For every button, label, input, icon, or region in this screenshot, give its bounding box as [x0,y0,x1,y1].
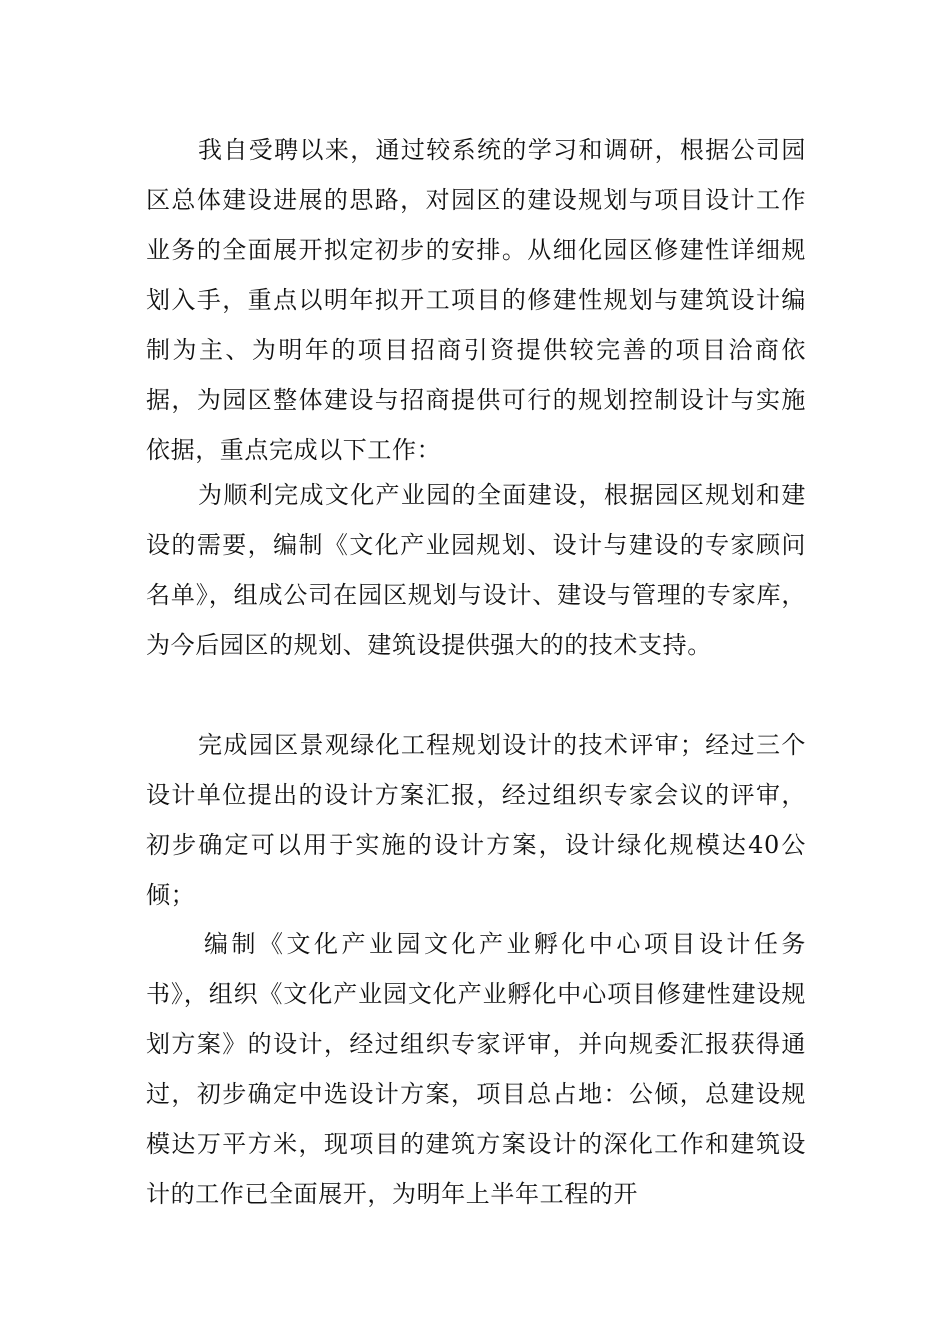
paragraph-2: 为顺利完成文化产业园的全面建设，根据园区规划和建设的需要，编制《文化产业园规划、设计与建设的专家顾问名单》，组成公司在园区规划与设计、建设与管理的专家库，为今后园区的规划、建筑设提供强大的的技术支持。 [146,481,806,659]
paragraph-3: 完成园区景观绿化工程规划设计的技术评审；经过三个设计单位提出的设计方案汇报，经过组织专家会议的评审，初步确定可以用于实施的设计方案，设计绿化规模达40公倾； [146,731,806,909]
paragraph-1: 我自受聘以来，通过较系统的学习和调研，根据公司园区总体建设进展的思路，对园区的建设规划与项目设计工作业务的全面展开拟定初步的安排。从细化园区修建性详细规划入手，重点以明年拟开工项目的修建性规划与建筑设计编制为主、为明年的项目招商引资提供较完善的项目洽商依据，为园区整体建设与招商提供可行的规划控制设计与实施依据，重点完成以下工作： [146,136,806,464]
paragraph-4: 编制《文化产业园文化产业孵化中心项目设计任务书》，组织《文化产业园文化产业孵化中心项目修建性建设规划方案》的设计，经过组织专家评审，并向规委汇报获得通过，初步确定中选设计方案，项目总占地：公倾，总建设规模达万平方米，现项目的建筑方案设计的深化工作和建筑设计的工作已全面展开，为明年上半年工程的开 [146,930,806,1208]
